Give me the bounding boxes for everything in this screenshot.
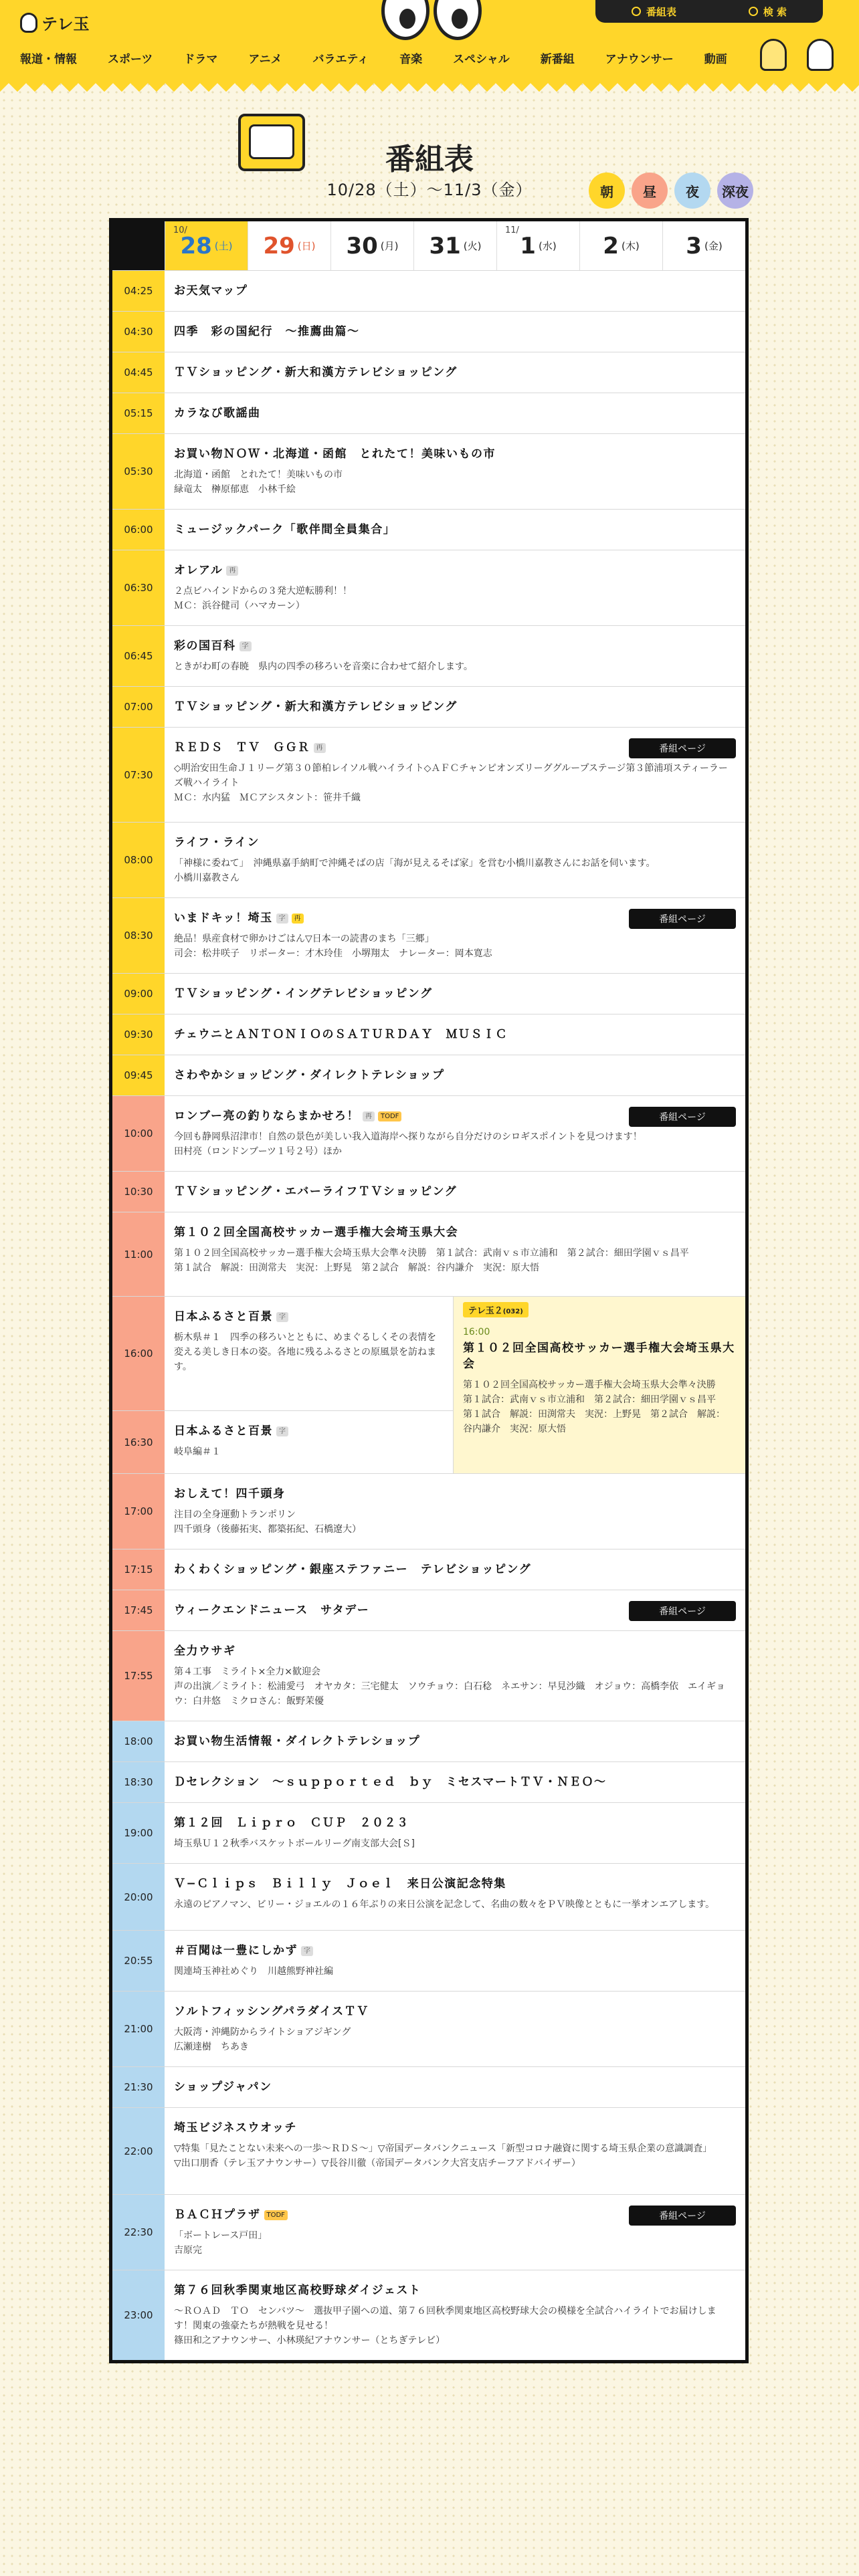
program-title: ライフ・ライン (174, 836, 260, 849)
program-badge: 再 (314, 743, 326, 753)
program-time: 09:45 (112, 1055, 165, 1095)
program-time: 05:15 (112, 393, 165, 433)
program-cell[interactable] (165, 1931, 745, 1991)
program-cell[interactable] (165, 728, 745, 822)
program-title: 全力ウサギ (174, 1644, 236, 1658)
program-row (112, 1212, 745, 1296)
program-title: ＴＶショッピング・エバーライフＴＶショッピング (174, 1185, 458, 1198)
program-cell[interactable] (165, 2067, 745, 2107)
program-time: 21:30 (112, 2067, 165, 2107)
program-description: 〜ＲＯＡＤ ＴＯ センバツ〜 選抜甲子園への道、第７６回秋季関東地区高校野球大会の模様を全試合ハイライトでお届けします！関東の強豪たちが熱戦を見せる！ 篠田和之アナウンサー、小林瑛紀アナウンサー（とちぎテレビ） (174, 2306, 717, 2346)
tama2-title: 第１０２回全国高校サッカー選手権大会埼玉県大会 (463, 1341, 735, 1371)
program-time: 19:00 (112, 1803, 165, 1863)
program-row (112, 1473, 745, 1549)
program-title: 埼玉ビジネスウオッチ (174, 2121, 297, 2135)
program-cell[interactable] (165, 1803, 745, 1863)
program-title: Ｄセレクション 〜ｓｕｐｐｏｒｔｅｄ ｂｙ ミセスマートＴＶ・ＮＥＯ〜 (174, 1776, 607, 1789)
search-button[interactable]: 検 索 (749, 5, 787, 19)
program-description: ▽特集「見たことない未来への一歩〜ＲＤＳ〜」▽帝国データバンクニュース「新型コロナ融資に関する埼玉県企業の意識調査」 ▽出口朋香（テレ玉アナウンサー）▽長谷川徹（帝国データバンク大宮支店チーフアドバイザー） (174, 2143, 712, 2169)
program-title: オレアル 再 (174, 562, 736, 578)
program-row (112, 2194, 745, 2270)
program-row (112, 1630, 745, 1721)
program-title: ロンブー亮の釣りならまかせろ！ 再 TODF (174, 1108, 736, 1124)
program-row (112, 1863, 745, 1930)
nav-announcers[interactable]: アナウンサー (605, 53, 674, 66)
logo-mascot-icon (20, 13, 37, 33)
program-title: 第１０２回全国高校サッカー選手権大会埼玉県大会 (174, 1226, 459, 1239)
program-time: 10:30 (112, 1172, 165, 1212)
program-row (112, 2066, 745, 2107)
search-icon (749, 7, 758, 16)
program-cell[interactable] (165, 1014, 745, 1055)
program-time: 08:00 (112, 823, 165, 897)
program-cell[interactable] (165, 898, 745, 973)
day-tab[interactable]: 11/ 1 (水) (496, 221, 579, 270)
program-title: いまドキッ！埼玉 字 再 (174, 910, 736, 926)
program-row (112, 727, 745, 822)
nav-music[interactable]: 音楽 (399, 53, 423, 66)
program-row (112, 1014, 745, 1055)
program-title: 第１２回 Ｌｉｐｒｏ ＣＵＰ ２０２３ (174, 1816, 409, 1830)
program-cell[interactable] (165, 1762, 745, 1802)
program-time: 22:00 (112, 2108, 165, 2194)
program-title: Ｖ−Ｃｌｉｐｓ Ｂｉｌｌｙ Ｊｏｅｌ 来日公演記念特集 (174, 1877, 506, 1891)
program-title: ミュージックパーク「歌伴間全員集合」 (174, 523, 396, 536)
program-title: ＴＶショッピング・新大和漢方テレビショッピング (174, 700, 458, 714)
program-title: さわやかショッピング・ダイレクトテレショップ (174, 1069, 445, 1082)
program-description: 注目の全身運動トランポリン 四千頭身（後藤拓実、都築拓紀、石橋遼大） (174, 1509, 361, 1535)
global-nav (20, 49, 758, 66)
date-range: 10/28（土）〜11/3（金） (326, 181, 533, 199)
timeband-morning-button[interactable]: 朝 (589, 173, 625, 209)
program-description: 今回も静岡県沼津市！自然の景色が美しい我入道海岸へ探りながら自分だけのシロギスポイントを見つけます！ 田村亮（ロンドンブーツ１号２号）ほか (174, 1132, 642, 1157)
program-time: 20:55 (112, 1931, 165, 1991)
tama2-time: 16:00 (463, 1327, 490, 1337)
program-time: 08:30 (112, 898, 165, 973)
program-cell[interactable] (165, 2108, 745, 2194)
program-time: 18:30 (112, 1762, 165, 1802)
program-row (112, 2270, 745, 2360)
program-cell[interactable] (165, 271, 745, 311)
program-row (112, 1721, 745, 1761)
program-cell[interactable] (165, 823, 745, 897)
program-cell[interactable] (165, 1864, 745, 1930)
mascot-eyes-icon (381, 0, 482, 41)
program-title: ＢＡＣＨプラザ TODF (174, 2207, 736, 2223)
title-area (0, 107, 859, 207)
program-cell[interactable] (165, 550, 745, 625)
program-time: 17:00 (112, 1474, 165, 1549)
program-page-button[interactable]: 番組ページ (629, 1107, 736, 1127)
program-page-button[interactable]: 番組ページ (629, 909, 736, 929)
program-description: 埼玉県Ｕ１２秋季バスケットボールリーグ南支部大会[Ｓ] (174, 1838, 415, 1849)
program-row (112, 897, 745, 973)
program-title: ＴＶショッピング・イングテレビショッピング (174, 987, 433, 1000)
program-title: お買い物ＮＯＷ・北海道・函館 とれたて！美味いもの市 (174, 447, 496, 461)
program-description: 北海道・函館 とれたて！美味いもの市 緑竜太 榊原郁恵 小林千絵 (174, 469, 343, 495)
mascot-character-icon[interactable] (760, 39, 787, 71)
program-cell[interactable] (165, 1212, 745, 1296)
schedule-table (109, 218, 749, 2363)
program-cell[interactable] (165, 1631, 745, 1721)
program-badge: TODF (378, 1111, 401, 1121)
program-row (112, 625, 745, 686)
program-badge: TODF (264, 2210, 288, 2220)
program-time: 17:45 (112, 1590, 165, 1630)
program-row (112, 433, 745, 509)
program-badge: 再 (363, 1111, 375, 1121)
site-logo[interactable] (20, 11, 90, 34)
program-time: 10:00 (112, 1096, 165, 1171)
program-row (112, 1171, 745, 1212)
nav-new-programs[interactable]: 新番組 (540, 53, 575, 66)
program-cell[interactable] (165, 1096, 745, 1171)
header-zigzag-divider (0, 83, 859, 100)
program-time: 16:30 (112, 1411, 165, 1473)
program-cell[interactable] (165, 974, 745, 1014)
program-cell[interactable] (165, 1549, 745, 1590)
top-button-bar (595, 0, 823, 23)
program-title: ウィークエンドニュース サタデー (174, 1604, 370, 1617)
mascot-character-2-icon[interactable] (807, 39, 834, 71)
nav-videos[interactable]: 動画 (704, 53, 727, 66)
program-row (112, 2107, 745, 2194)
timeband-day-button[interactable]: 昼 (632, 173, 668, 209)
page-title: 番組表 (385, 142, 474, 177)
day-tab[interactable]: 29 (日) (248, 221, 330, 270)
nav-special[interactable]: スペシャル (453, 53, 510, 66)
program-cell[interactable] (165, 1992, 745, 2066)
program-row (112, 1095, 745, 1171)
tama2-channel-badge: テレ玉２(032) (463, 1302, 529, 1317)
program-row (112, 1055, 745, 1095)
program-row (112, 822, 745, 897)
program-guide-button[interactable]: 番組表 (632, 5, 676, 19)
program-cell[interactable] (165, 393, 745, 433)
program-row (112, 270, 745, 311)
program-time: 17:55 (112, 1631, 165, 1721)
program-page-button[interactable]: 番組ページ (629, 1601, 736, 1621)
program-cell[interactable] (165, 1172, 745, 1212)
program-cell[interactable] (165, 352, 745, 393)
tama2-program[interactable] (453, 1297, 745, 1473)
program-title: カラなび歌謡曲 (174, 407, 261, 420)
program-cell[interactable] (165, 687, 745, 727)
program-cell[interactable] (165, 2195, 745, 2270)
program-time: 07:00 (112, 687, 165, 727)
day-tab[interactable]: 3 (金) (662, 221, 745, 270)
program-row (112, 1802, 745, 1863)
program-cell[interactable] (165, 626, 745, 686)
program-badge: 再 (226, 566, 238, 576)
program-title: わくわくショッピング・銀座ステファニー テレビショッピング (174, 1563, 532, 1576)
program-time: 17:15 (112, 1549, 165, 1590)
program-time: 06:30 (112, 550, 165, 625)
program-row (112, 352, 745, 393)
site-header (0, 0, 859, 83)
program-time: 16:00 (112, 1297, 165, 1410)
program-row (112, 1761, 745, 1802)
program-description: 絶品！県産食材で卵かけごはん▽日本一の読書のまち「三郷」 司会：松井咲子 リポーター：才木玲佳 小堺翔太 ナレーター：岡本寛志 (174, 934, 492, 959)
program-page-button[interactable]: 番組ページ (629, 2206, 736, 2226)
program-time: 20:00 (112, 1864, 165, 1930)
program-title: おしえて！四千頭身 (174, 1487, 286, 1501)
program-title: ソルトフィッシングパラダイスＴＶ (174, 2005, 369, 2018)
program-time: 09:30 (112, 1014, 165, 1055)
day-tab[interactable]: 10/ 28 (土) (165, 221, 248, 270)
program-description: 第１０２回全国高校サッカー選手権大会埼玉県大会準々決勝 第１試合：武南ｖｓ市立浦和 第２試合：細田学園ｖｓ昌平 第１試合 解説：田渕常夫 実況：上野晃 第２試合 解説：谷内謙介 実況：原大悟 (174, 1248, 689, 1273)
program-time: 05:30 (112, 434, 165, 509)
program-title: ＃百聞は一豊にしかず 字 (174, 1943, 736, 1959)
nav-variety[interactable]: バラエティ (312, 53, 369, 66)
program-description: 永遠のピアノマン、ビリー・ジョエルの１６年ぶりの来日公演を記念して、名曲の数々をＰＶ映像とともに一挙オンエアします。 (174, 1899, 715, 1910)
program-description: 第４工事 ミライト×全力×歓迎会 声の出演／ミライト：松浦愛弓 オヤカタ：三宅健太 ソウチョウ：白石稔 ネエサン：早見沙織 オジョウ：高橋李依 エイギョウ：白井悠 ミクロさん：飯野茉優 (174, 1667, 726, 1707)
program-title: ＴＶショッピング・新大和漢方テレビショッピング (174, 366, 458, 379)
program-time: 04:30 (112, 312, 165, 352)
program-badge: 字 (240, 641, 252, 651)
program-title: ショップジャパン (174, 2080, 272, 2094)
program-cell[interactable] (165, 2270, 745, 2360)
program-cell[interactable] (165, 1055, 745, 1095)
tama2-description: 第１０２回全国高校サッカー選手権大会埼玉県大会準々決勝 第１試合：武南ｖｓ市立浦和 第２試合：細田学園ｖｓ昌平 第１試合 解説：田渕常夫 実況：上野晃 第２試合 解説：谷内謙介 実況：原大悟 (463, 1380, 725, 1434)
program-title: お天気マップ (174, 284, 248, 298)
program-time: 22:30 (112, 2195, 165, 2270)
program-row (112, 1590, 745, 1630)
program-time: 09:00 (112, 974, 165, 1014)
timeband-late-night-button[interactable]: 深夜 (717, 173, 753, 209)
program-title: 第７６回秋季関東地区高校野球ダイジェスト (174, 2284, 421, 2297)
day-tab[interactable]: 30 (月) (330, 221, 413, 270)
program-cell[interactable] (165, 1721, 745, 1761)
program-badge: 字 (276, 1426, 288, 1436)
program-title: お買い物生活情報・ダイレクトテレショップ (174, 1735, 421, 1748)
program-row (112, 311, 745, 352)
nav-anime[interactable]: アニメ (248, 53, 282, 66)
program-cell[interactable] (165, 312, 745, 352)
program-badge: 字 (301, 1946, 313, 1956)
day-tabs (112, 218, 745, 270)
program-description: 「ボートレース戸田」 吉原完 (174, 2230, 268, 2256)
program-title: 日本ふるさと百景 字 (174, 1309, 444, 1325)
program-description: ２点ビハインドからの３発大逆転勝利！！ ＭＣ：浜谷健司（ハマカーン） (174, 586, 352, 611)
program-row (112, 1930, 745, 1991)
program-cell[interactable] (165, 510, 745, 550)
program-row (112, 550, 745, 625)
program-description: 栃木県＃１ 四季の移ろいとともに、めまぐるしくその表情を変える美しき日本の姿。各地に残るふるさとの原風景を訪ねます。 (174, 1332, 436, 1372)
program-time: 11:00 (112, 1212, 165, 1296)
program-cell[interactable] (165, 1590, 745, 1630)
program-cell[interactable] (165, 1297, 453, 1410)
program-row (112, 973, 745, 1014)
program-time: 06:00 (112, 510, 165, 550)
program-row (112, 1991, 745, 2066)
clock-icon (632, 7, 641, 16)
program-time: 07:30 (112, 728, 165, 822)
program-cell[interactable] (165, 1411, 453, 1473)
program-badge: 再 (292, 914, 304, 924)
program-badge: 字 (276, 914, 288, 924)
timeband-night-button[interactable]: 夜 (674, 173, 710, 209)
program-title: 四季 彩の国紀行 〜推薦曲篇〜 (174, 325, 360, 338)
logo-text: テレ玉 (41, 15, 90, 33)
program-row (112, 393, 745, 433)
program-description: ときがわ町の春暁 県内の四季の移ろいを音楽に合わせて紹介します。 (174, 661, 473, 672)
program-description: ◇明治安田生命Ｊ１リーグ第３０節柏レイソル戦ハイライト◇ＡＦＣチャンピオンズリーググループステージ第３節浦項スティーラーズ戦ハイライト ＭＣ：水内猛 ＭＣアシスタント：笹井千織 (174, 763, 728, 803)
program-description: 関連埼玉神社めぐり 川越熊野神社編 (174, 1966, 333, 1977)
program-row (112, 1549, 745, 1590)
nav-sports[interactable]: スポーツ (108, 53, 153, 66)
program-title: 日本ふるさと百景 字 (174, 1423, 444, 1439)
program-description: 「神様に委ねて」 沖縄県嘉手納町で沖縄そばの店「海が見えるそば家」を営む小橋川嘉教さんにお話を伺います。 小橋川嘉教さん (174, 858, 656, 883)
day-tab[interactable]: 2 (木) (579, 221, 662, 270)
program-cell[interactable] (165, 1474, 745, 1549)
program-time: 04:25 (112, 271, 165, 311)
program-description: 岐阜編＃１ (174, 1446, 221, 1457)
program-time: 21:00 (112, 1992, 165, 2066)
program-time: 04:45 (112, 352, 165, 393)
program-title: 彩の国百科 字 (174, 638, 736, 654)
program-badge: 字 (276, 1312, 288, 1322)
program-row (112, 686, 745, 727)
program-row (112, 509, 745, 550)
program-title: チェウニとＡＮＴＯＮＩＯのＳＡＴＵＲＤＡＹ ＭＵＳＩＣ (174, 1028, 508, 1041)
program-page-button[interactable]: 番組ページ (629, 738, 736, 758)
day-tab[interactable]: 31 (火) (413, 221, 496, 270)
program-time: 06:45 (112, 626, 165, 686)
nav-drama[interactable]: ドラマ (183, 53, 218, 66)
program-description: 大阪湾・沖縄防からライトショアジギング 広瀬達樹 ちあき (174, 2027, 351, 2052)
program-time: 18:00 (112, 1721, 165, 1761)
program-title: ＲＥＤＳ ＴＶ ＧＧＲ 再 (174, 740, 736, 756)
nav-news[interactable]: 報道・情報 (20, 53, 77, 66)
program-time: 23:00 (112, 2270, 165, 2360)
program-cell[interactable] (165, 434, 745, 509)
program-row-split (112, 1296, 745, 1473)
